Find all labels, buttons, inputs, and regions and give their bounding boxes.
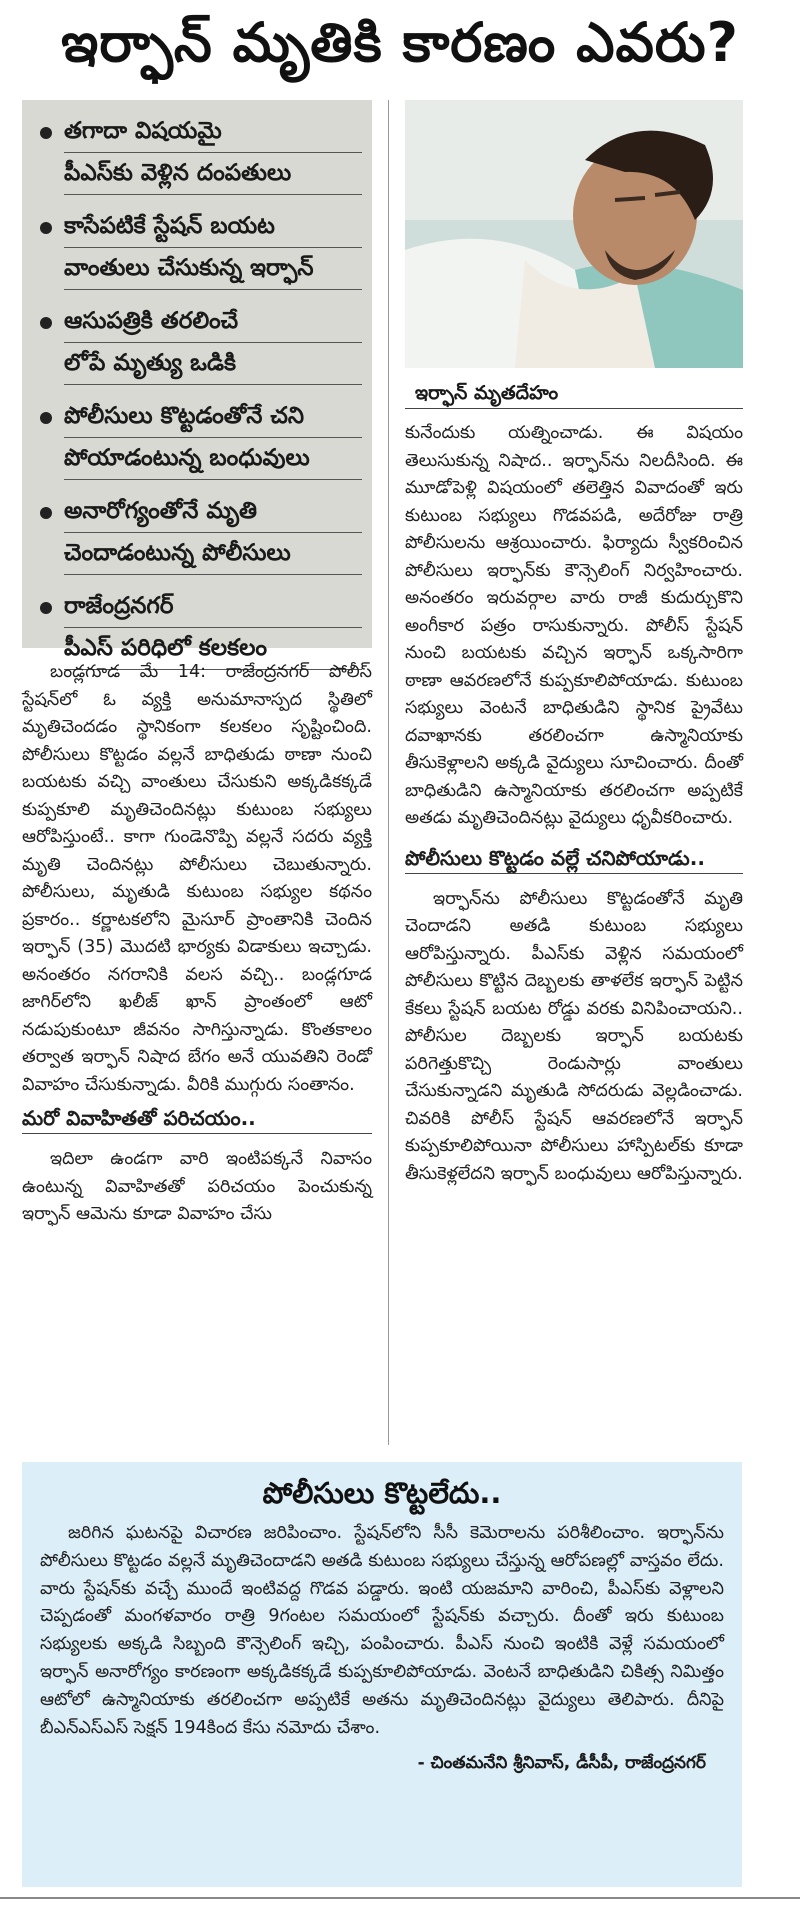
highlight-line: ఆసుపత్రికి తరలించే [64,304,362,343]
bullet-icon [40,317,52,329]
highlight-item [34,114,362,198]
highlight-line: కాసేపటికే స్టేషన్ బయట [64,209,362,248]
box-signature: - చింతమనేని శ్రీనివాస్, డీసీపీ, రాజేంద్రనగర్ [417,1753,706,1774]
right-column [405,420,743,1188]
highlight-line: పోలీసులు కొట్టడంతోనే చని [64,399,362,438]
police-statement-box [22,1462,742,1887]
highlight-line: పీఎస్ పరిధిలో కలకలం [64,631,362,670]
subheading: మరో వివాహితతో పరిచయం.. [22,1103,372,1134]
highlight-line: తగాదా విషయమై [64,114,362,153]
subheading: పోలీసులు కొట్టడం వల్లే చనిపోయాడు.. [405,843,743,874]
body-paragraph: ఇర్ఫాన్‌ను పోలీసులు కొట్టడంతోనే మృతి చెందాడని అతడి కుటుంబ సభ్యులు ఆరోపిస్తున్నారు. పీఎస్‌కు వెళ్లిన సమయంలో పోలీసులు కొట్టిన దెబ్బలకు తాళలేక ఇర్ఫాన్ పెట్టిన కేకలు స్టేషన్ బయట రోడ్డు వరకు వినిపించాయని.. పోలీసుల దెబ్బలకు ఇర్ఫాన్ బయటకు పరిగెత్తుకొచ్చి రెండుసార్లు వాంతులు చేసుకున్నాడని మృతుడి సోదరుడు వెల్లడించాడు. చివరికి పోలీస్ స్టేషన్ ఆవరణలోనే ఇర్ఫాన్ కుప్పకూలిపోయినా పోలీసులు హాస్పిటల్‌కు కూడా తీసుకెళ్లలేదని ఇర్ఫాన్ బంధువులు ఆరోపిస్తున్నారు. [405,888,743,1184]
bullet-icon [40,222,52,234]
body-paragraph: బండ్లగూడ మే 14: రాజేంద్రనగర్ పోలీస్ స్టేషన్‌లో ఓ వ్యక్తి అనుమానాస్పద స్థితిలో మృతిచెందడం స్థానికంగా కలకలం సృష్టించింది. పోలీసులు కొట్టడం వల్లనే బాధితుడు ఠాణా నుంచి బయటకు వచ్చి వాంతులు చేసుకుని అక్కడికక్కడే కుప్పకూలి మృతిచెందినట్లు కుటుంబ సభ్యులు ఆరోపిస్తుంటే.. కాగా గుండెనొప్పి వల్లనే సదరు వ్యక్తి మృతి చెందినట్లు పోలీసులు చెబుతున్నారు. పోలీసులు, మృతుడి కుటుంబ సభ్యుల కథనం ప్రకారం.. కర్ణాటకలోని మైసూర్ ప్రాంతానికి చెందిన ఇర్ఫాన్ (35) మొదటి భార్యకు విడాకులు ఇచ్చాడు. అనంతరం నగరానికి వలస వచ్చి.. బండ్లగూడ జాగిర్‌లోని ఖలీజ్ ఖాన్ ప్రాంతంలో ఆటో నడుపుకుంటూ జీవనం సాగిస్తున్నాడు. కొంతకాలం తర్వాత ఇర్ఫాన్ నిషాద బేగం అనే యువతిని రెండో వివాహం చేసుకున్నాడు. వీరికి ముగ్గురు సంతానం. [22,662,372,1095]
photo-deceased [405,100,743,368]
photo-caption: ఇర్ఫాన్ మృతదేహం [405,378,743,409]
highlight-line: చెందాడంటున్న పోలీసులు [64,536,362,575]
highlight-line: పీఎస్‌కు వెళ్లిన దంపతులు [64,156,362,195]
bullet-icon [40,602,52,614]
highlight-item [34,494,362,578]
box-title: పోలీసులు కొట్టలేదు.. [262,1476,502,1510]
headline: ఇర్ఫాన్ మృతికి కారణం ఎవరు? [61,11,739,74]
bullet-icon [40,507,52,519]
highlight-line: పోయాడంటున్న బంధువులు [64,441,362,480]
highlight-line: రాజేంద్రనగర్ [64,589,362,628]
body-paragraph: ఇదిలా ఉండగా వారి ఇంటిపక్కనే నివాసం ఉంటున్న వివాహితతో పరిచయం పెంచుకున్న ఇర్ఫాన్ ఆమెను కూడా వివాహం చేసు [22,1149,372,1224]
highlight-line: అనారోగ్యంతోనే మృతి [64,494,362,533]
highlights-box [22,100,372,661]
bullet-icon [40,127,52,139]
left-column [22,659,372,1229]
highlight-line: లోపే మృత్యు ఒడికి [64,346,362,385]
highlight-line: వాంతులు చేసుకున్న ఇర్ఫాన్ [64,251,362,290]
highlight-item [34,209,362,293]
column-divider [388,100,389,1445]
bullet-icon [40,412,52,424]
body-paragraph: కునేందుకు యత్నించాడు. ఈ విషయం తెలుసుకున్న నిషాద.. ఇర్ఫాన్‌ను నిలదీసింది. ఈ మూడోపెళ్లి విషయంలో తలెత్తిన వివాదంతో ఇరు కుటుంబ సభ్యులు గొడవపడి, అదేరోజు రాత్రి పోలీసులను ఆశ్రయించారు. ఫిర్యాదు స్వీకరించిన పోలీసులు ఇర్ఫాన్‌కు కౌన్సెలింగ్ నిర్వహించారు. అనంతరం ఇరువర్గాల వారు రాజీ కుదుర్చుకొని అంగీకార పత్రం రాసుకున్నారు. పోలీస్ స్టేషన్ నుంచి బయటకు వచ్చిన ఇర్ఫాన్ ఒక్కసారిగా ఠాణా ఆవరణలోనే కుప్పకూలిపోయాడు. కుటుంబ సభ్యులు వెంటనే బాధితుడిని స్థానిక ప్రైవేటు దవాఖానకు తరలించగా ఉస్మానియాకు తీసుకెళ్లాలని అక్కడి వైద్యులు సూచించారు. దీంతో బాధితుడిని ఉస్మానియాకు తరలించగా అప్పటికే అతడు మృతిచెందినట్లు వైద్యులు ధృవీకరించారు. [405,423,743,828]
highlight-item [34,304,362,388]
bottom-rule [0,1897,800,1899]
highlight-item [34,399,362,483]
box-text: జరిగిన ఘటనపై విచారణ జరిపించాం. స్టేషన్‌లోని సీసీ కెమెరాలను పరిశీలించాం. ఇర్ఫాన్‌ను పోలీసులు కొట్టడం వల్లనే మృతిచెందాడని అతడి కుటుంబ సభ్యులు చేస్తున్న ఆరోపణల్లో వాస్తవం లేదు. వారు స్టేషన్‌కు వచ్చే ముందే ఇంటివద్ద గొడవ పడ్డారు. ఇంటి యజమాని వారించి, పీఎస్‌కు వెళ్లాలని చెప్పడంతో మంగళవారం రాత్రి 9గంటల సమయంలో స్టేషన్‌కు వచ్చారు. దీంతో ఇరు కుటుంబ సభ్యులకు అక్కడి సిబ్బంది కౌన్సెలింగ్ ఇచ్చి, పంపించారు. పీఎస్ నుంచి ఇంటికి వెళ్లే సమయంలో ఇర్ఫాన్ అనారోగ్యం కారణంగా అక్కడికక్కడే కుప్పకూలిపోయాడు. వెంటనే బాధితుడిని చికిత్స నిమిత్తం ఆటోలో ఉస్మానియాకు తరలించగా అప్పటికే అతను మృతిచెందినట్లు వైద్యులు తెలిపారు. దీనిపై బీఎన్ఎస్ఎస్ సెక్షన్ 194కింద కేసు నమోదు చేశాం. [40,1523,724,1738]
